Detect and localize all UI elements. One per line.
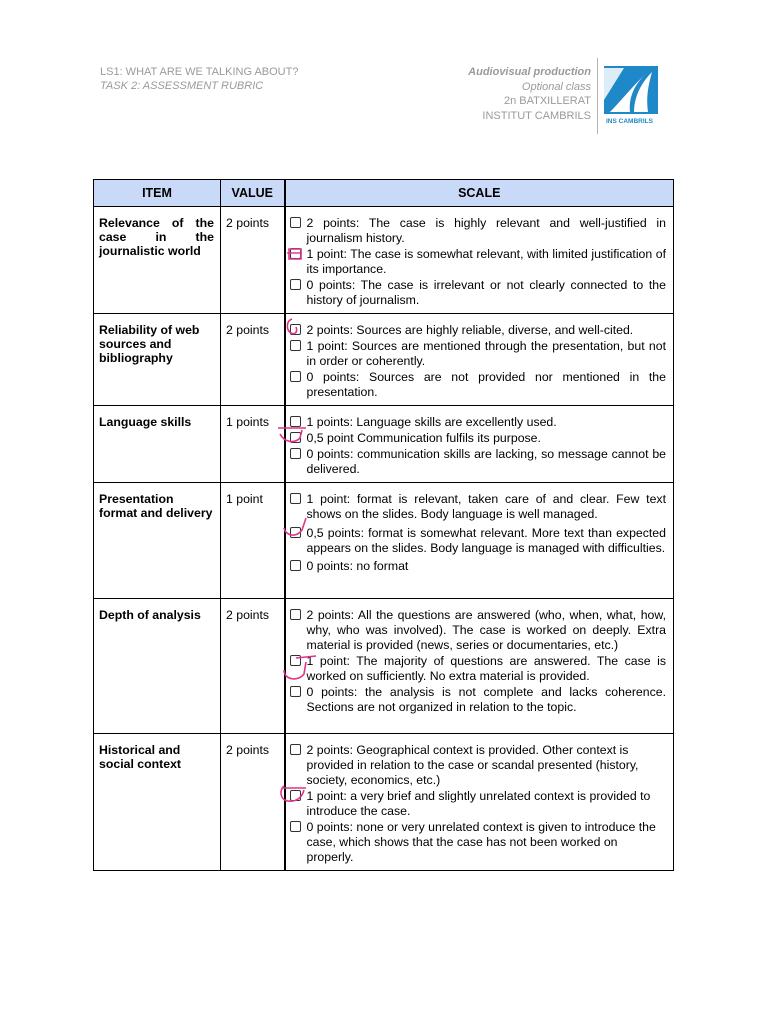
scale-option-text: 1 point: a very brief and slightly unrelated context is provided to introduce the case.	[306, 789, 651, 818]
criterion-scale	[285, 406, 674, 483]
criterion-value: 2 points	[221, 599, 285, 734]
scale-option-text: 1 points: Language skills are excellently used.	[306, 415, 557, 429]
task-title: TASK 2: ASSESSMENT RUBRIC	[100, 80, 264, 92]
scale-option	[290, 247, 667, 277]
checkbox[interactable]	[290, 560, 301, 571]
scale-option	[290, 370, 667, 400]
criterion-value: 1 points	[221, 406, 285, 483]
column-header-scale: SCALE	[285, 180, 674, 207]
scale-option-text: 2 points: Geographical context is provided. Other context is provided in relation to the case or scandal presented (history, society, economics, etc.)	[306, 743, 639, 787]
logo-text: INS CAMBRILS	[606, 118, 653, 125]
table-row	[94, 314, 674, 406]
column-header-item: ITEM	[94, 180, 221, 207]
scale-option	[290, 820, 667, 865]
criterion-scale	[285, 314, 674, 406]
table-row	[94, 599, 674, 734]
sail-logo-icon	[604, 66, 658, 128]
checkbox[interactable]	[290, 416, 301, 427]
scale-option-text: 0 points: Sources are not provided nor mentioned in the presentation.	[306, 370, 666, 399]
subject-name: Audiovisual production	[468, 66, 591, 78]
criterion-scale	[285, 483, 674, 599]
criterion-value: 1 point	[221, 483, 285, 599]
criterion-name: Language skills	[94, 406, 221, 483]
checkbox[interactable]	[290, 527, 301, 538]
scale-option	[290, 447, 667, 477]
criterion-scale	[285, 599, 674, 734]
table-row	[94, 406, 674, 483]
checkbox[interactable]	[290, 340, 301, 351]
scale-option	[290, 685, 667, 715]
checkbox[interactable]	[290, 248, 301, 259]
scale-option	[290, 654, 667, 684]
scale-option-text: 2 points: All the questions are answered (who, when, what, how, why, who was involved). The case is worked on deeply. Extra material is provided (news, series or documentaries, etc.)	[306, 608, 666, 652]
school-name: INSTITUT CAMBRILS	[482, 109, 591, 122]
checkbox[interactable]	[290, 217, 301, 228]
checkbox[interactable]	[290, 744, 301, 755]
scale-option-text: 1 point: format is relevant, taken care of and clear. Few text shows on the slides. Body language is well managed.	[306, 492, 666, 521]
scale-option-text: 0 points: no format	[306, 559, 409, 573]
checkbox[interactable]	[290, 279, 301, 290]
scale-option	[290, 492, 667, 522]
criterion-name: Reliability of web sources and bibliography	[94, 314, 221, 406]
checkbox[interactable]	[290, 686, 301, 697]
criterion-name: Relevance of the case in the journalistic world	[94, 207, 221, 314]
scale-option-text: 2 points: Sources are highly reliable, diverse, and well-cited.	[306, 323, 634, 337]
scale-option-text: 0 points: the analysis is not complete and lacks coherence. Sections are not organized in relation to the topic.	[306, 685, 666, 714]
checkbox[interactable]	[290, 324, 301, 335]
criterion-name: Historical and social context	[94, 734, 221, 871]
criterion-value: 2 points	[221, 314, 285, 406]
checkbox[interactable]	[290, 609, 301, 620]
table-header-row	[94, 180, 674, 207]
scale-option-text: 0 points: The case is irrelevant or not clearly connected to the history of journalism.	[306, 278, 666, 307]
scale-option-text: 1 point: The case is somewhat relevant, with limited justification of its importance.	[306, 247, 666, 276]
criterion-scale	[285, 734, 674, 871]
scale-option	[290, 431, 667, 446]
scale-option	[290, 278, 667, 308]
criterion-value: 2 points	[221, 734, 285, 871]
lesson-title: LS1: WHAT ARE WE TALKING ABOUT?	[100, 66, 299, 78]
checkbox[interactable]	[290, 432, 301, 443]
scale-option	[290, 323, 667, 338]
scale-option	[290, 526, 667, 556]
checkbox[interactable]	[290, 371, 301, 382]
course-name: 2n BATXILLERAT	[503, 95, 591, 107]
checkbox[interactable]	[290, 655, 301, 666]
document-header-right	[468, 65, 591, 123]
checkbox[interactable]	[290, 790, 301, 801]
scale-option-text: 0,5 point Communication fulfils its purpose.	[306, 431, 541, 445]
criterion-scale	[285, 207, 674, 314]
criterion-value: 2 points	[221, 207, 285, 314]
scale-option	[290, 216, 667, 246]
scale-option-text: 1 point: The majority of questions are answered. The case is worked on sufficiently. No extra material is provided.	[306, 654, 666, 683]
scale-option-text: 2 points: The case is highly relevant and well-justified in journalism history.	[306, 216, 666, 245]
table-row	[94, 207, 674, 314]
class-type: Optional class	[521, 80, 591, 93]
header-divider	[597, 58, 598, 134]
table-row	[94, 483, 674, 599]
assessment-rubric-table	[93, 179, 674, 871]
scale-option-text: 1 point: Sources are mentioned through the presentation, but not in order or coherently.	[306, 339, 666, 368]
scale-option-text: 0,5 points: format is somewhat relevant. More text than expected appears on the slides. Body language is managed with difficulties.	[306, 526, 666, 555]
checkbox[interactable]	[290, 493, 301, 504]
column-header-value: VALUE	[221, 180, 285, 207]
scale-option	[290, 339, 667, 369]
document-header-left	[100, 65, 298, 93]
scale-option-text: 0 points: communication skills are lacking, so message cannot be delivered.	[306, 447, 666, 476]
scale-option	[290, 743, 667, 788]
criterion-name: Presentation format and delivery	[94, 483, 221, 599]
scale-option	[290, 608, 667, 653]
checkbox[interactable]	[290, 448, 301, 459]
scale-option	[290, 415, 667, 430]
scale-option	[290, 789, 667, 819]
checkbox[interactable]	[290, 821, 301, 832]
criterion-name: Depth of analysis	[94, 599, 221, 734]
scale-option	[290, 559, 667, 574]
table-row	[94, 734, 674, 871]
scale-option-text: 0 points: none or very unrelated context is given to introduce the case, which shows that the case has not been worked on properly.	[306, 820, 656, 864]
